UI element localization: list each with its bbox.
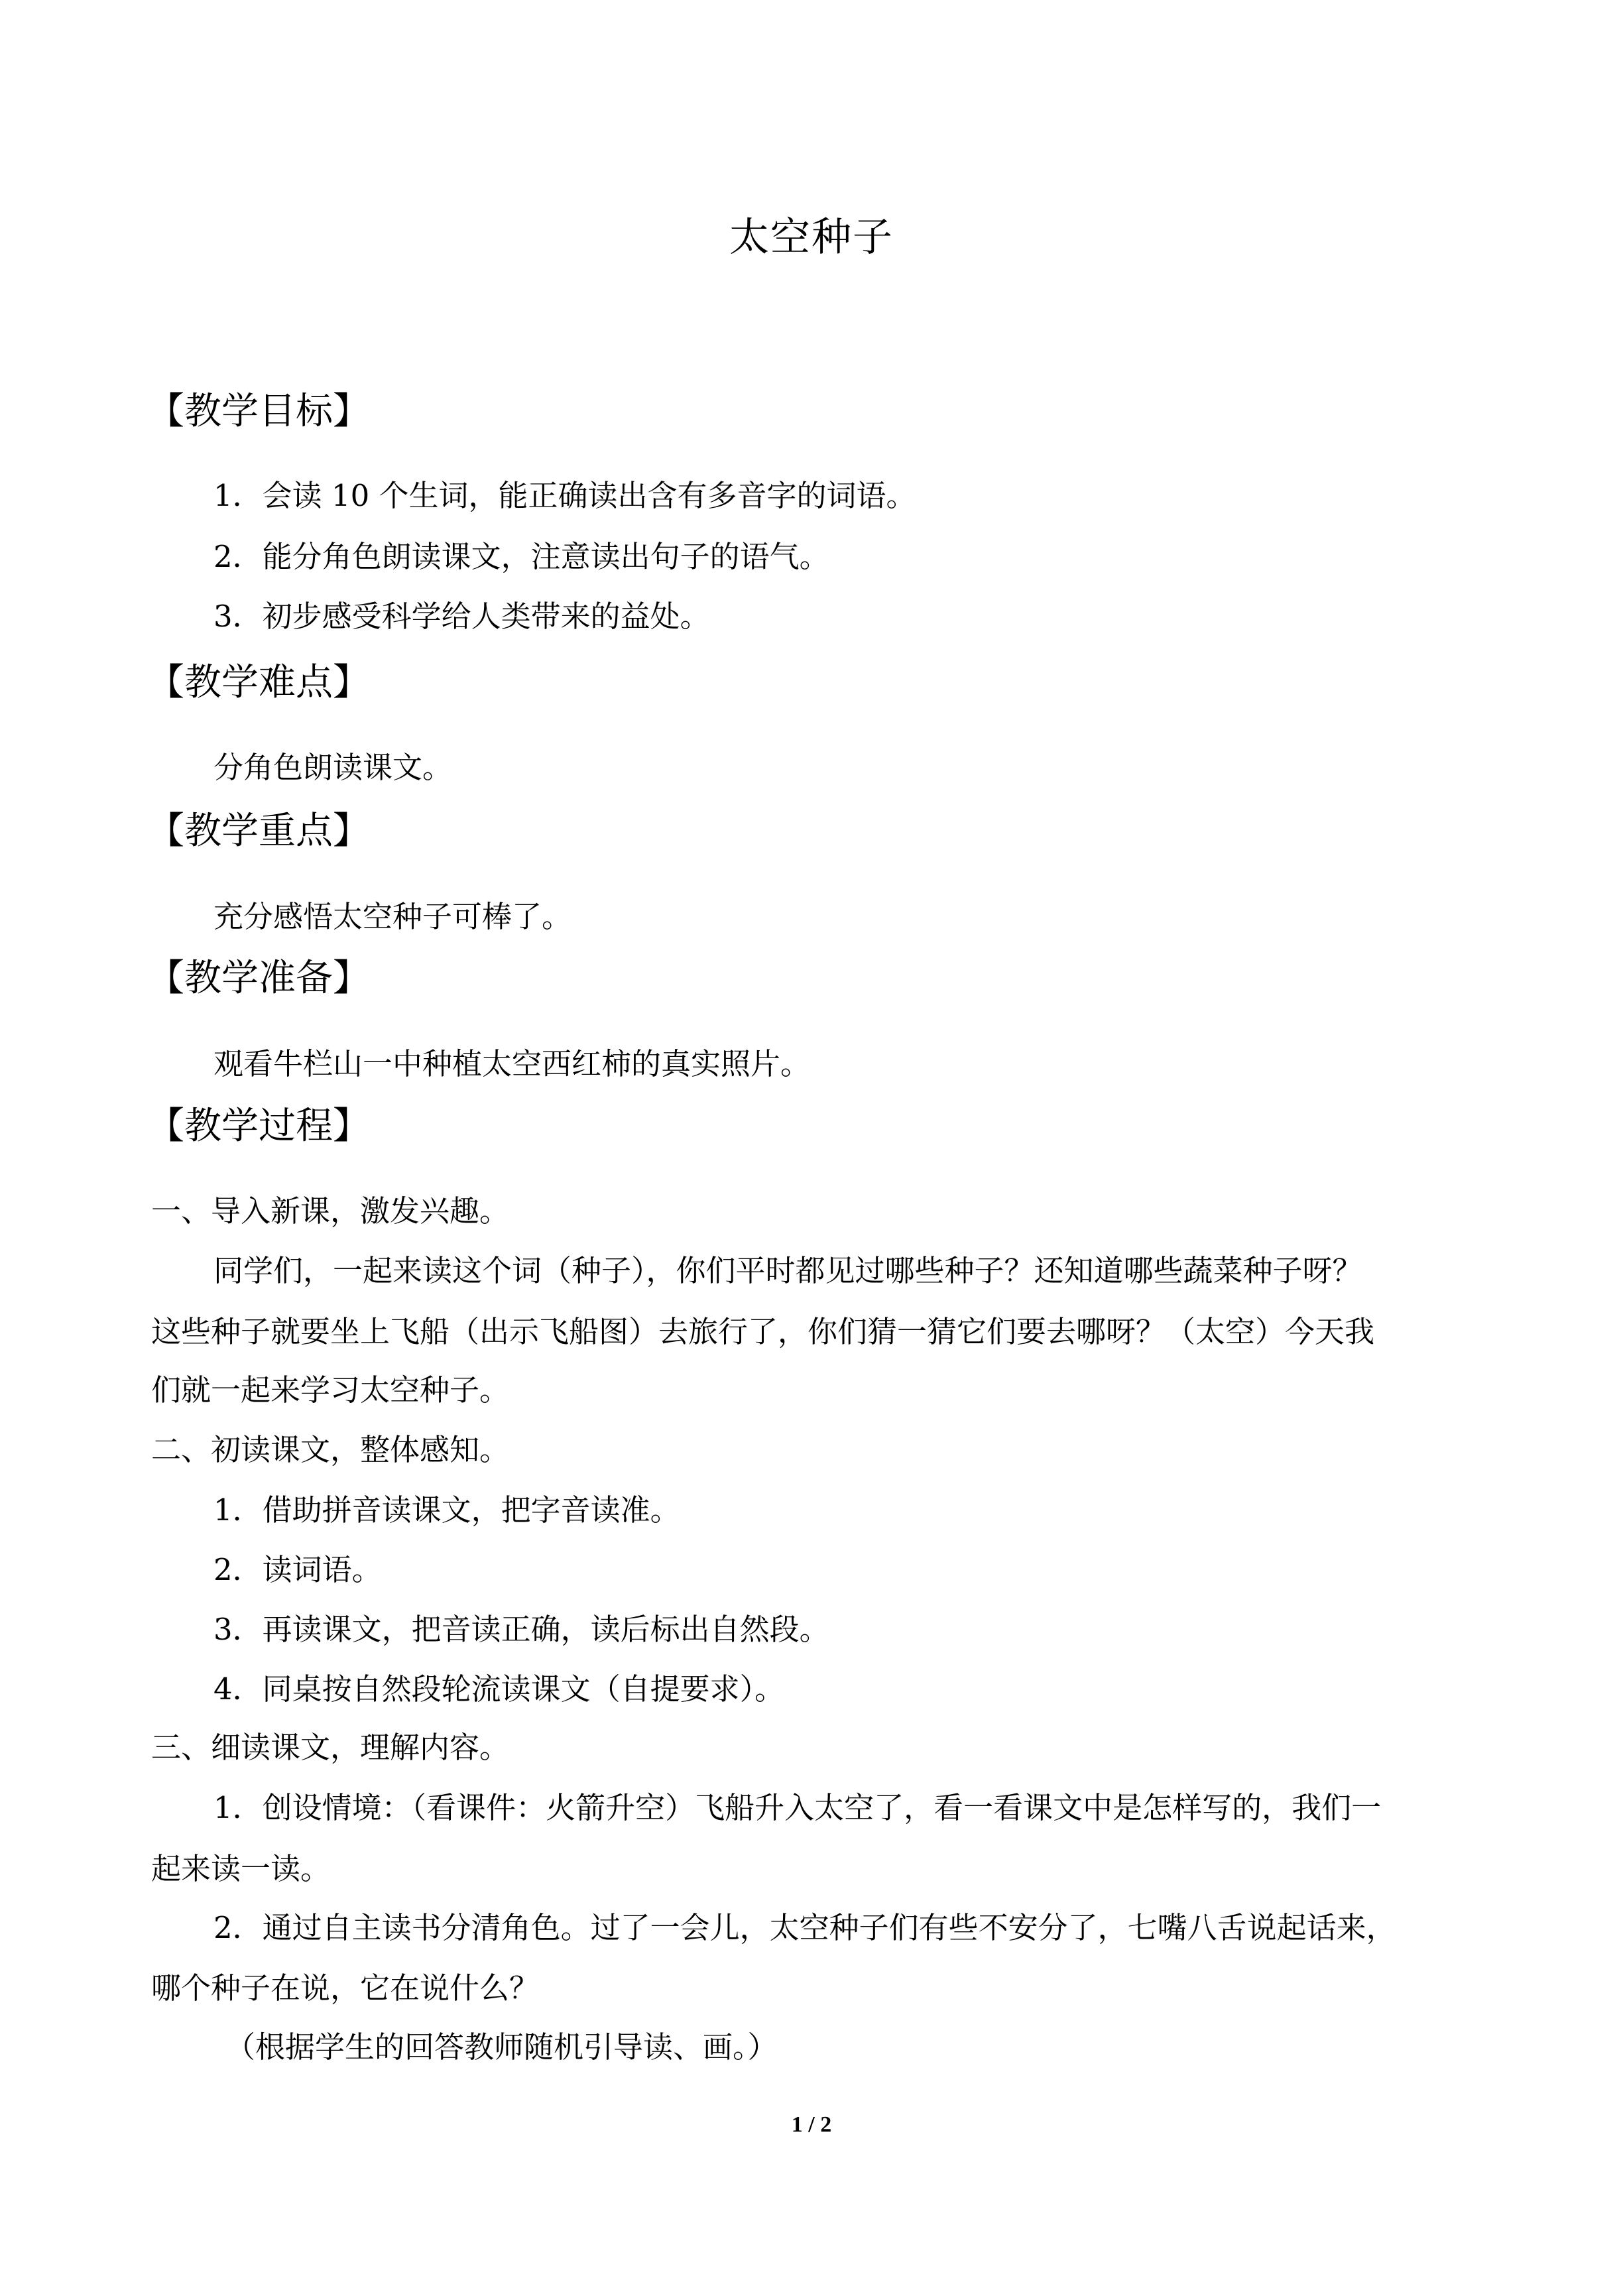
process-part2-item-3: 3．再读课文，把音读正确，读后标出自然段。 (213, 1612, 829, 1647)
objective-item-1: 1．会读 10 个生词，能正确读出含有多音字的词语。 (213, 478, 916, 513)
keypoint-heading: 【教学重点】 (147, 810, 370, 853)
process-part3-item1-line-1: 1．创设情境：（看课件：火箭升空）飞船升入太空了，看一看课文中是怎样写的，我们一 (213, 1790, 1382, 1825)
difficulty-text: 分角色朗读课文。 (213, 750, 453, 785)
process-part1-line-2: 这些种子就要坐上飞船（出示飞船图）去旅行了，你们猜一猜它们要去哪呀？（太空）今天我 (151, 1314, 1375, 1349)
process-part3-item2-line-2: 哪个种子在说，它在说什么？ (151, 1970, 540, 2006)
page-title: 太空种子 (729, 214, 894, 261)
process-part3-title: 三、细读课文，理解内容。 (151, 1730, 510, 1765)
process-part2-item-4: 4．同桌按自然段轮流读课文（自提要求）。 (213, 1671, 785, 1707)
preparation-heading: 【教学准备】 (147, 957, 370, 1000)
process-part2-item-1: 1．借助拼音读课文，把字音读准。 (213, 1492, 680, 1528)
process-part1-title: 一、导入新课，激发兴趣。 (151, 1193, 510, 1229)
difficulty-heading: 【教学难点】 (147, 661, 370, 704)
process-part2-title: 二、初读课文，整体感知。 (151, 1432, 510, 1467)
preparation-text: 观看牛栏山一中种植太空西红柿的真实照片。 (213, 1046, 811, 1081)
process-part1-line-1: 同学们，一起来读这个词（种子），你们平时都见过哪些种子？还知道哪些蔬菜种子呀？ (213, 1253, 1362, 1288)
objective-item-2: 2．能分角色朗读课文，注意读出句子的语气。 (213, 539, 829, 574)
keypoint-text: 充分感悟太空种子可棒了。 (213, 899, 572, 934)
objectives-heading: 【教学目标】 (147, 390, 370, 433)
process-part3-item1-line-2: 起来读一读。 (151, 1851, 331, 1886)
objective-item-3: 3．初步感受科学给人类带来的益处。 (213, 599, 710, 634)
page-number: 1 / 2 (791, 2112, 832, 2137)
process-heading: 【教学过程】 (147, 1105, 370, 1148)
process-part2-item-2: 2．读词语。 (213, 1552, 382, 1587)
process-part3-note: （根据学生的回答教师随机引导读、画。） (225, 2029, 778, 2065)
process-part3-item2-line-1: 2．通过自主读书分清角色。过了一会儿，太空种子们有些不安分了，七嘴八舌说起话来， (213, 1910, 1396, 1945)
process-part1-line-3: 们就一起来学习太空种子。 (151, 1372, 510, 1408)
